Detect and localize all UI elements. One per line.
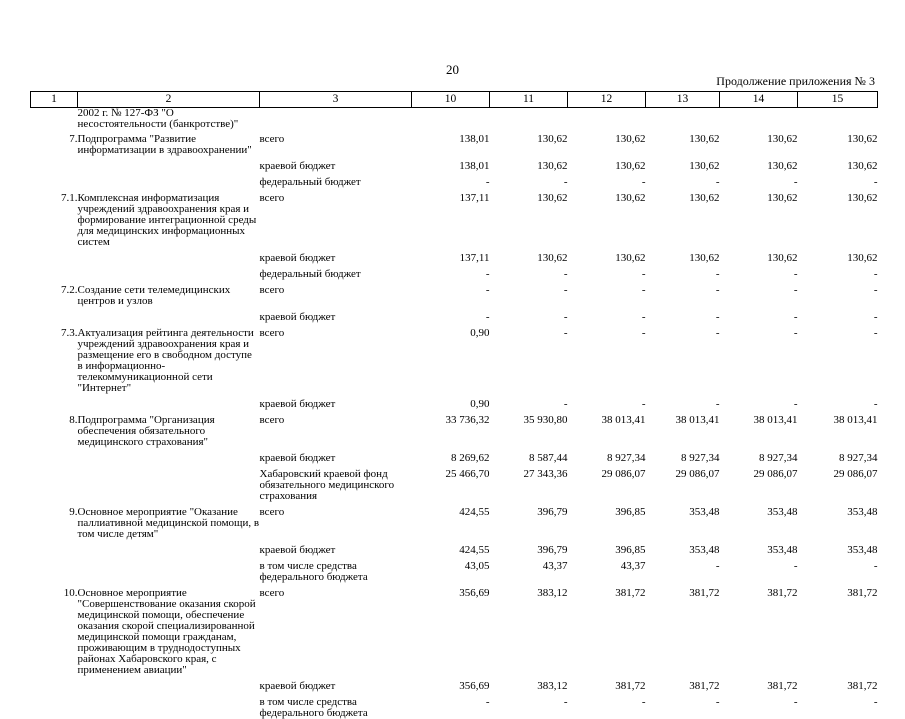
funding-source: всего [259, 133, 285, 145]
year-value: 130,62 [615, 252, 646, 264]
year-value: - [873, 560, 878, 572]
year-value: 130,62 [689, 160, 720, 172]
row-description: Создание сети телемедицинских центров и узлов [77, 284, 231, 307]
year-value: 130,62 [847, 252, 878, 264]
header-cell: 3 [260, 92, 412, 108]
year-value: 381,72 [847, 680, 878, 692]
row-description [78, 172, 260, 188]
table-row [31, 676, 878, 692]
row-number [31, 448, 78, 464]
year-value: - [715, 327, 720, 339]
year-value: 38 013,41 [675, 414, 720, 426]
table-row [31, 108, 878, 131]
header-cell: 15 [798, 92, 878, 108]
row-number [31, 464, 78, 502]
row-description: Актуализация рейтинга деятельности учреждений здравоохранения края и размещение его в свободном доступе в информационно-телекоммуникационной сети "Интернет" [77, 327, 254, 394]
year-value: 29 086,07 [833, 468, 878, 480]
year-value: 383,12 [537, 680, 568, 692]
table-row [31, 280, 878, 307]
year-value: 130,62 [537, 160, 568, 172]
funding-source: федеральный бюджет [259, 268, 361, 280]
year-value: 130,62 [847, 192, 878, 204]
year-value: 0,90 [470, 398, 490, 410]
year-value: 8 587,44 [529, 452, 568, 464]
header-cell: 12 [568, 92, 646, 108]
table-row [31, 464, 878, 502]
year-value: 27 343,36 [523, 468, 568, 480]
year-value [798, 108, 878, 131]
year-value: 29 086,07 [601, 468, 646, 480]
year-value: - [485, 696, 490, 708]
year-value: - [563, 284, 568, 296]
year-value: - [485, 311, 490, 323]
row-number [31, 540, 78, 556]
year-value: 396,85 [615, 544, 646, 556]
year-value: - [873, 398, 878, 410]
funding-source: в том числе средства федерального бюджета [259, 696, 368, 719]
header-row [31, 92, 878, 108]
table-row [31, 448, 878, 464]
funding-source: краевой бюджет [259, 311, 336, 323]
row-description: Подпрограмма "Развитие информатизации в здравоохранении" [77, 133, 252, 156]
year-value [412, 108, 490, 131]
row-number: 7.3. [61, 327, 78, 339]
funding-source: всего [259, 284, 285, 296]
row-description [78, 692, 260, 719]
year-value: - [563, 268, 568, 280]
year-value: - [873, 311, 878, 323]
year-value: - [793, 696, 798, 708]
table-row [31, 502, 878, 540]
row-description [78, 556, 260, 583]
year-value: - [485, 268, 490, 280]
year-value: - [873, 284, 878, 296]
header-cell: 13 [646, 92, 720, 108]
table-row [31, 540, 878, 556]
year-value: - [485, 284, 490, 296]
table-row [31, 394, 878, 410]
year-value: - [563, 327, 568, 339]
year-value: 43,37 [542, 560, 568, 572]
year-value: - [873, 327, 878, 339]
year-value: - [641, 398, 646, 410]
table-row [31, 323, 878, 394]
year-value: - [715, 560, 720, 572]
row-description: Комплексная информатизация учреждений здравоохранения края и формирование интеграционной среды для медицинских информационных систем [77, 192, 257, 248]
year-value: 396,85 [615, 506, 646, 518]
year-value: - [793, 560, 798, 572]
year-value: 29 086,07 [675, 468, 720, 480]
year-value: 38 013,41 [753, 414, 798, 426]
funding-source: всего [259, 192, 285, 204]
year-value: - [715, 398, 720, 410]
row-description [78, 676, 260, 692]
year-value: - [563, 398, 568, 410]
funding-source: в том числе средства федерального бюджета [259, 560, 368, 583]
row-description [78, 540, 260, 556]
year-value: - [641, 284, 646, 296]
year-value: 381,72 [847, 587, 878, 599]
row-description: Подпрограмма "Организация обеспечения обязательного медицинского страхования" [77, 414, 215, 448]
row-description [78, 448, 260, 464]
year-value: 130,62 [847, 133, 878, 145]
year-value: - [563, 176, 568, 188]
row-description [78, 264, 260, 280]
year-value: 35 930,80 [523, 414, 568, 426]
year-value: 381,72 [615, 680, 646, 692]
table-row [31, 172, 878, 188]
table-row [31, 307, 878, 323]
year-value: 43,05 [464, 560, 490, 572]
year-value: 424,55 [459, 506, 490, 518]
row-description [78, 307, 260, 323]
year-value: 130,62 [537, 252, 568, 264]
year-value: 130,62 [615, 133, 646, 145]
table-row [31, 264, 878, 280]
year-value: - [873, 268, 878, 280]
year-value: 8 269,62 [451, 452, 490, 464]
year-value: 130,62 [689, 133, 720, 145]
year-value [720, 108, 798, 131]
year-value: 130,62 [615, 160, 646, 172]
header-cell: 2 [78, 92, 260, 108]
table-row [31, 156, 878, 172]
funding-source: всего [259, 327, 285, 339]
page-number: 20 [446, 62, 459, 77]
year-value: 396,79 [537, 544, 568, 556]
year-value: - [715, 176, 720, 188]
year-value: 138,01 [459, 160, 490, 172]
year-value: 353,48 [767, 544, 798, 556]
year-value: - [793, 311, 798, 323]
funding-source: Хабаровский краевой фонд обязательного медицинского страхования [259, 468, 395, 502]
year-value: 138,01 [459, 133, 490, 145]
year-value: - [641, 327, 646, 339]
year-value: 381,72 [767, 680, 798, 692]
year-value: 356,69 [459, 680, 490, 692]
funding-source: краевой бюджет [259, 160, 336, 172]
year-value: 0,90 [470, 327, 490, 339]
row-number [31, 556, 78, 583]
table-row [31, 583, 878, 676]
row-number: 9. [69, 506, 78, 518]
year-value [646, 108, 720, 131]
funding-source: краевой бюджет [259, 398, 336, 410]
year-value: 353,48 [689, 506, 720, 518]
year-value: 137,11 [459, 252, 490, 264]
row-number [31, 307, 78, 323]
year-value: 353,48 [847, 506, 878, 518]
year-value: - [641, 311, 646, 323]
row-description [78, 464, 260, 502]
year-value: 130,62 [615, 192, 646, 204]
header-cell: 1 [31, 92, 78, 108]
table-row [31, 556, 878, 583]
table-row [31, 692, 878, 719]
year-value: 33 736,32 [445, 414, 490, 426]
row-number [31, 394, 78, 410]
row-number [31, 248, 78, 264]
year-value: 381,72 [767, 587, 798, 599]
year-value: 29 086,07 [753, 468, 798, 480]
year-value: 396,79 [537, 506, 568, 518]
budget-table [30, 91, 878, 719]
continuation-note: Продолжение приложения № 3 [716, 74, 875, 88]
table-row [31, 410, 878, 448]
year-value: - [715, 284, 720, 296]
row-number [31, 676, 78, 692]
year-value: 8 927,34 [681, 452, 720, 464]
funding-source: всего [259, 506, 285, 518]
year-value: - [793, 284, 798, 296]
year-value: 8 927,34 [839, 452, 878, 464]
year-value: 38 013,41 [833, 414, 878, 426]
row-number: 7.1. [61, 192, 78, 204]
year-value: 8 927,34 [759, 452, 798, 464]
row-number [31, 156, 78, 172]
row-number: 8. [69, 414, 78, 426]
funding-source [260, 108, 412, 131]
table-row [31, 248, 878, 264]
row-description [78, 248, 260, 264]
row-number [31, 264, 78, 280]
year-value: - [793, 176, 798, 188]
year-value: - [641, 176, 646, 188]
year-value: - [793, 398, 798, 410]
year-value: 130,62 [537, 192, 568, 204]
funding-source: федеральный бюджет [259, 176, 361, 188]
funding-source: всего [259, 587, 285, 599]
funding-source: краевой бюджет [259, 452, 336, 464]
row-number [31, 108, 78, 131]
funding-source: краевой бюджет [259, 252, 336, 264]
table-row [31, 130, 878, 156]
year-value: - [873, 176, 878, 188]
funding-source: краевой бюджет [259, 680, 336, 692]
year-value: - [793, 268, 798, 280]
year-value: 25 466,70 [445, 468, 490, 480]
year-value: 137,11 [459, 192, 490, 204]
row-description: Основное мероприятие "Оказание паллиативной медицинской помощи, в том числе детям" [77, 506, 260, 540]
year-value: 130,62 [847, 160, 878, 172]
year-value: 130,62 [689, 192, 720, 204]
year-value: 130,62 [767, 192, 798, 204]
year-value: 381,72 [615, 587, 646, 599]
year-value: 130,62 [689, 252, 720, 264]
year-value: 8 927,34 [607, 452, 646, 464]
year-value: - [485, 176, 490, 188]
row-description [78, 156, 260, 172]
year-value: - [715, 311, 720, 323]
year-value: - [563, 311, 568, 323]
year-value: 424,55 [459, 544, 490, 556]
year-value: 353,48 [767, 506, 798, 518]
year-value: - [641, 268, 646, 280]
year-value: - [641, 696, 646, 708]
row-number: 7. [69, 133, 78, 145]
year-value: - [563, 696, 568, 708]
year-value: - [873, 696, 878, 708]
year-value: 38 013,41 [601, 414, 646, 426]
year-value: 130,62 [767, 252, 798, 264]
row-description: Основное мероприятие "Совершенствование оказания скорой медицинской помощи, обеспечение оказания скорой специализированной медицинской помощи гражданам, проживающим в труднодоступных районах Хабаровского края, с применением авиации" [77, 587, 256, 676]
year-value: 130,62 [767, 160, 798, 172]
header-cell: 11 [490, 92, 568, 108]
row-number [31, 172, 78, 188]
row-number: 7.2. [61, 284, 78, 296]
year-value [490, 108, 568, 131]
year-value: 353,48 [689, 544, 720, 556]
funding-source: краевой бюджет [259, 544, 336, 556]
year-value: 383,12 [537, 587, 568, 599]
row-number [31, 692, 78, 719]
funding-source: всего [259, 414, 285, 426]
year-value: 356,69 [459, 587, 490, 599]
year-value: - [715, 696, 720, 708]
year-value [568, 108, 646, 131]
year-value: 130,62 [537, 133, 568, 145]
year-value: 43,37 [620, 560, 646, 572]
year-value: 381,72 [689, 587, 720, 599]
year-value: - [715, 268, 720, 280]
year-value: - [793, 327, 798, 339]
header-cell: 14 [720, 92, 798, 108]
row-description [78, 394, 260, 410]
row-description: 2002 г. № 127-ФЗ "О несостоятельности (банкротстве)" [77, 107, 239, 130]
row-number: 10. [63, 587, 78, 599]
year-value: 381,72 [689, 680, 720, 692]
year-value: 353,48 [847, 544, 878, 556]
year-value: 130,62 [767, 133, 798, 145]
header-cell: 10 [412, 92, 490, 108]
table-row [31, 188, 878, 248]
